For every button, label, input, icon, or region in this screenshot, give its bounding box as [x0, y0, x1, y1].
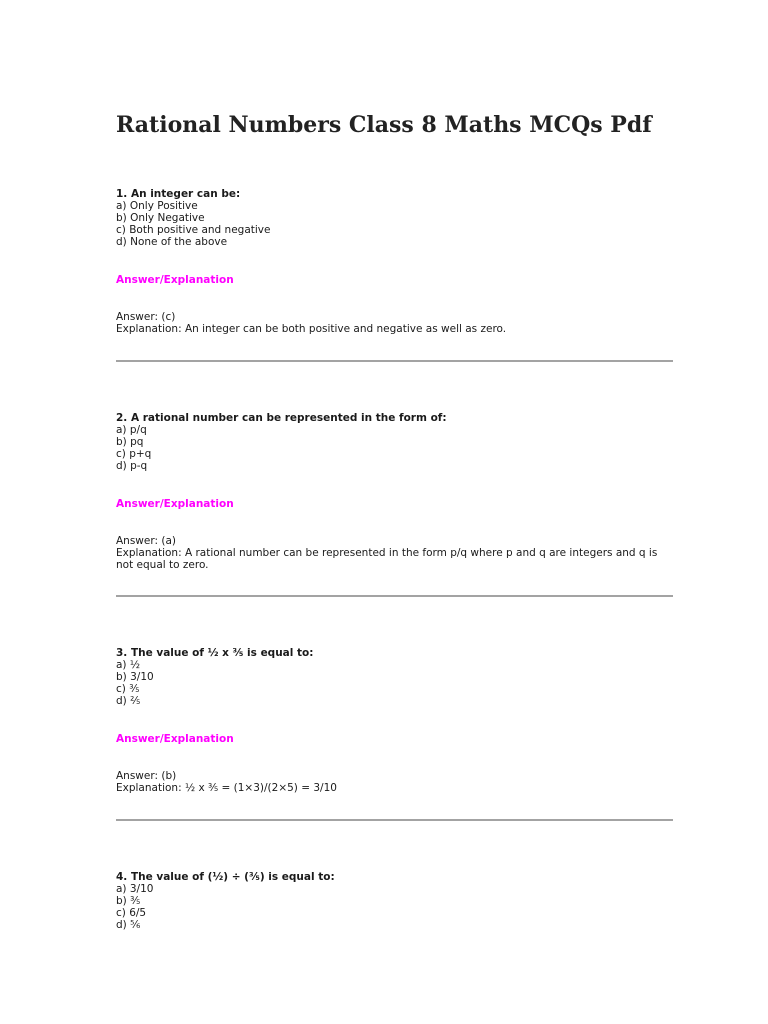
option-d: d) ⅚	[116, 919, 141, 931]
option-b: b) pq	[116, 436, 144, 448]
answer-explanation-link-1[interactable]: Answer/Explanation	[116, 274, 234, 286]
question-3	[116, 647, 673, 707]
answer-block-2	[116, 535, 673, 571]
option-d: d) p-q	[116, 460, 148, 472]
option-a: a) p/q	[116, 424, 147, 436]
answer-explanation-link-2[interactable]: Answer/Explanation	[116, 498, 234, 510]
option-a: a) 3/10	[116, 883, 154, 895]
answer-text: Answer: (b)	[116, 770, 177, 782]
answer-text: Answer: (c)	[116, 311, 176, 323]
option-c: c) ⅗	[116, 683, 140, 695]
option-b: b) ⅗	[116, 895, 141, 907]
option-d: d) None of the above	[116, 236, 228, 248]
divider	[116, 360, 673, 362]
question-4	[116, 871, 673, 931]
option-a: a) ½	[116, 659, 141, 671]
answer-explanation-link-3[interactable]: Answer/Explanation	[116, 733, 234, 745]
divider	[116, 595, 673, 597]
explanation-text: Explanation: ½ x ⅗ = (1×3)/(2×5) = 3/10	[116, 782, 337, 794]
question-text: 3. The value of ½ x ⅗ is equal to:	[116, 647, 314, 659]
answer-block-3	[116, 770, 673, 794]
explanation-text: Explanation: A rational number can be represented in the form p/q where p and q are integers and q is not equal to zero.	[116, 547, 658, 571]
divider	[116, 819, 673, 821]
question-text: 2. A rational number can be represented in the form of:	[116, 412, 447, 424]
answer-block-1	[116, 311, 673, 335]
page-title: Rational Numbers Class 8 Maths MCQs Pdf	[116, 112, 652, 138]
explanation-text: Explanation: An integer can be both positive and negative as well as zero.	[116, 323, 507, 335]
option-b: b) Only Negative	[116, 212, 205, 224]
option-c: c) Both positive and negative	[116, 224, 271, 236]
question-text: 1. An integer can be:	[116, 188, 241, 200]
option-a: a) Only Positive	[116, 200, 198, 212]
option-d: d) ⅖	[116, 695, 141, 707]
option-b: b) 3/10	[116, 671, 154, 683]
question-text: 4. The value of (½) ÷ (⅗) is equal to:	[116, 871, 335, 883]
question-2	[116, 412, 673, 472]
question-1	[116, 188, 673, 248]
option-c: c) p+q	[116, 448, 152, 460]
option-c: c) 6/5	[116, 907, 147, 919]
answer-text: Answer: (a)	[116, 535, 176, 547]
